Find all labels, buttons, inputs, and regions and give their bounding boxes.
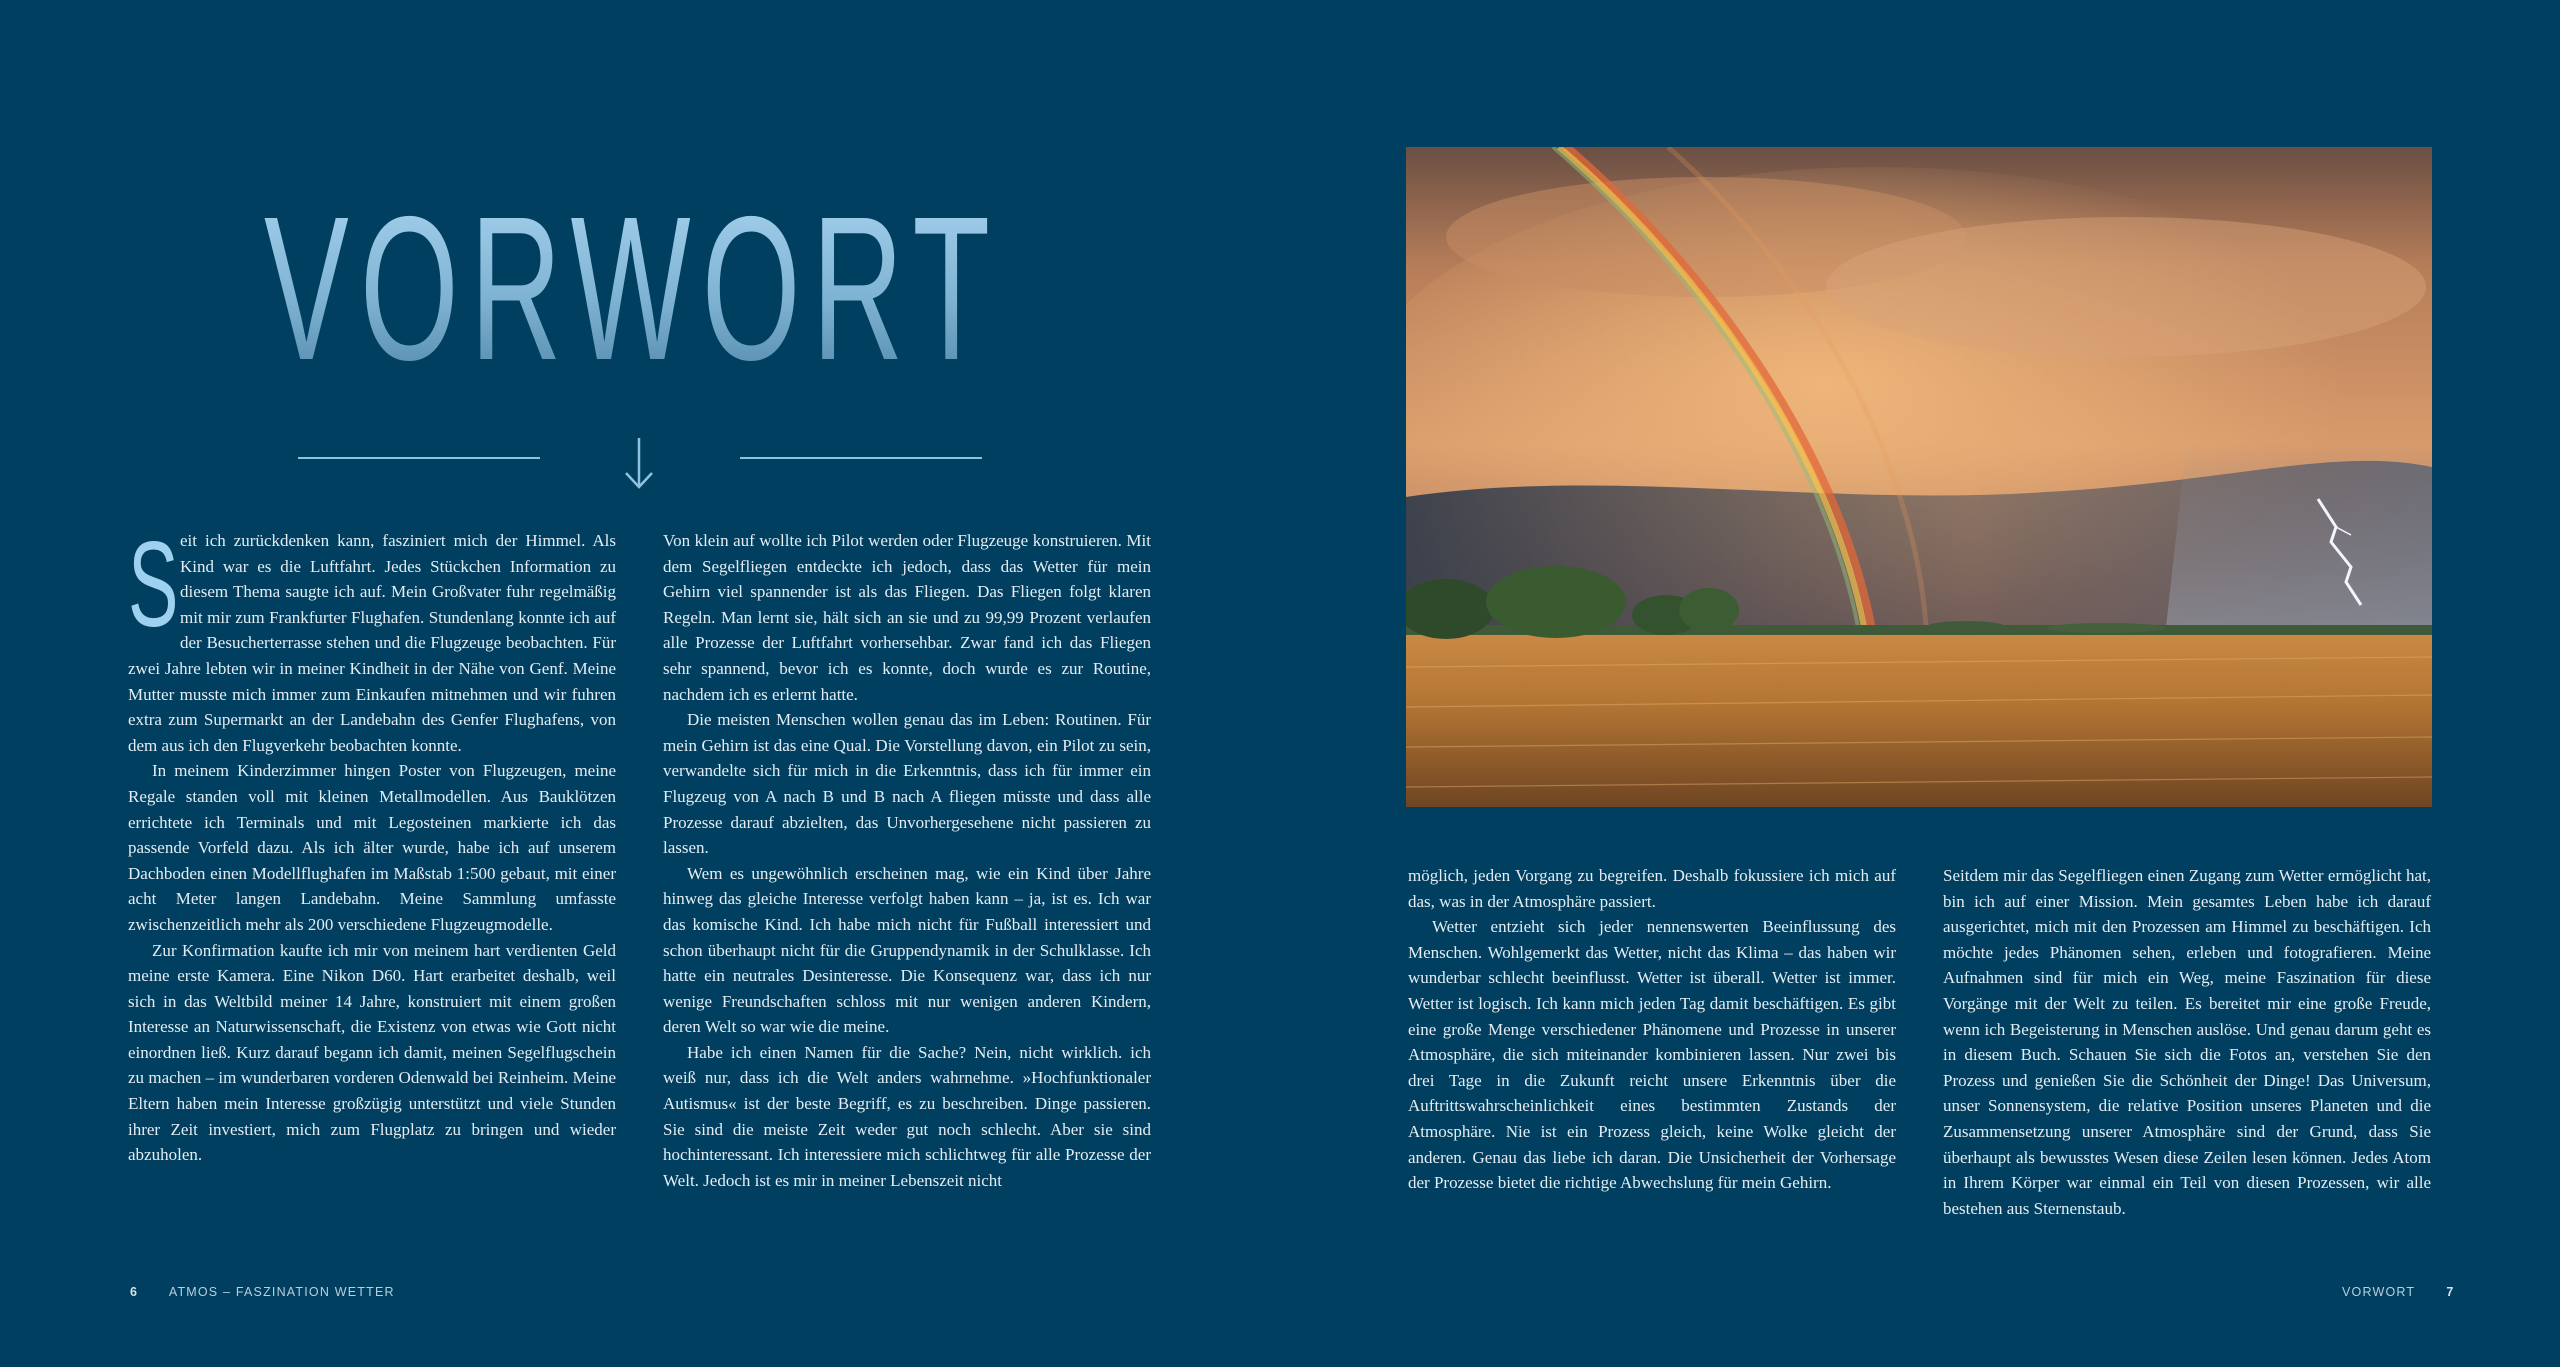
paragraph: In meinem Kinderzimmer hingen Poster von Flugzeugen, meine Regale standen voll mit kleinen Metallmodellen. Aus Bauklötzen errichtete ich Terminals und mit Legosteinen markierte ich das passende Vorfeld dazu. Als ich älter wurde, habe ich auf unserem Dachboden einen Modellflughafen im Maßstab 1:500 gebaut, mit einer acht Meter langen Landebahn. Meine Sammlung umfasste zwischenzeitlich mehr als 200 verschiedene Flugzeugmodelle. bbox=[128, 761, 616, 934]
text-column-3 bbox=[1408, 863, 1896, 1196]
drop-cap: S bbox=[128, 516, 179, 652]
divider-line-right bbox=[740, 457, 982, 459]
paragraph: Die meisten Menschen wollen genau das im Leben: Routinen. Für mein Gehirn ist das eine Qual. Die Vorstellung davon, ein Pilot zu sein, verwandelte sich für mich in die Erkenntnis, dass ich für immer ein Flugzeug von A nach B und B nach A fliegen müsste und dass alle Prozesse darauf abzielten, das Unvorhergesehene nicht passieren zu lassen. bbox=[663, 710, 1151, 858]
paragraph: Von klein auf wollte ich Pilot werden oder Flugzeuge konstruieren. Mit dem Segelfliegen entdeckte ich jedoch, dass das Wetter für mein Gehirn viel spannender ist als das Fliegen. Das Fliegen folgt klaren Regeln. Man lernt sie, hält sich an sie und zu 99,99 Prozent verlaufen alle Prozesse der Luftfahrt vorhersehbar. Zwar fand ich das Fliegen sehr spannend, bevor ich es konnte, doch wurde es zur Routine, nachdem ich es erlernt hatte. bbox=[663, 531, 1151, 704]
paragraph: Seit ich zurückdenken kann, fasziniert mich der Himmel. Als Kind war es die Luftfahrt. Jedes Stückchen Information zu diesem Thema saugte ich auf. Mein Großvater fuhr regelmäßig mit mir zum Frankfurter Flughafen. Stundenlang konnte ich auf der Besucherterrasse stehen und die Flugzeuge beobachten. Für zwei Jahre lebten wir in meiner Kindheit in der Nähe von Genf. Meine Mutter musste mich immer zum Einkaufen mitnehmen und wir fuhren extra zum Supermarkt an der Landebahn des Genfer Flughafens, von dem aus ich den Flugverkehr beobachten konnte. bbox=[128, 516, 616, 755]
photo-illustration bbox=[1406, 147, 2432, 807]
running-head-right: VORWORT bbox=[2342, 1285, 2415, 1299]
paragraph: Wetter entzieht sich jeder nennenswerten Beeinflussung des Menschen. Wohlgemerkt das Wetter, nicht das Klima – das haben wir wunderbar schlecht beeinflusst. Wetter ist überall. Wetter ist immer. Wetter ist logisch. Ich kann mich jeden Tag damit beschäftigen. Es gibt eine große Menge verschiedener Phänomene und Prozesse in unserer Atmosphäre, die sich miteinander kombinieren lassen. Nur zwei bis drei Tage in die Zukunft reicht unsere Erkenntnis über die Auftrittswahrscheinlichkeit eines bestimmten Zustands der Atmosphäre. Nie ist ein Prozess gleich, keine Wolke gleicht der anderen. Genau das liebe ich daran. Die Unsicherheit der Vorhersage der Prozesse bietet die richtige Abwechslung für mein Gehirn. bbox=[1408, 917, 1896, 1193]
footer-right bbox=[2342, 1285, 2455, 1299]
running-head-left: ATMOS – FASZINATION WETTER bbox=[168, 1285, 395, 1299]
paragraph: Wem es ungewöhnlich erscheinen mag, wie ein Kind über Jahre hinweg das gleiche Interesse verfolgt haben kann – ja, ist es. Ich war das komische Kind. Ich habe mich nicht für Fußball interessiert und schon überhaupt nicht für die Gruppendynamik in der Schulklasse. Ich hatte ein neutrales Desinteresse. Die Konsequenz war, dass ich nur wenige Freundschaften schloss mit nur wenigen anderen Kindern, deren Welt so war wie die meine. bbox=[663, 863, 1151, 1037]
page-title: VORWORT bbox=[264, 174, 1002, 403]
arrow-down-icon bbox=[622, 436, 656, 492]
paragraph: Habe ich einen Namen für die Sache? Nein, nicht wirklich. ich weiß nur, dass ich die Welt anders wahrnehme. »Hochfunktionaler Autismus« ist der beste Begriff, es zu beschreiben. Dinge passieren. Sie sind die meiste Zeit weder gut noch schlecht. Aber sie sind hochinteressant. Ich interessiere mich schlichtweg für alle Prozesse der Welt. Jedoch ist es mir in meiner Lebenszeit nicht bbox=[663, 1042, 1151, 1190]
rainbow-storm-photo bbox=[1406, 147, 2432, 807]
page-number-left: 6 bbox=[130, 1285, 139, 1299]
text-column-2 bbox=[663, 528, 1151, 1193]
footer-left bbox=[130, 1285, 395, 1299]
paragraph: Seitdem mir das Segelfliegen einen Zugang zum Wetter ermöglicht hat, bin ich auf einer Mission. Mein gesamtes Leben habe ich darauf ausgerichtet, mich mit den Prozessen am Himmel zu beschäftigen. Ich möchte jedes Phänomen sehen, erleben und fotografieren. Meine Aufnahmen sind für mich ein Weg, meine Faszination für diese Vorgänge mit der Welt zu teilen. Es bereitet mir eine große Freude, wenn ich Begeisterung in Menschen auslöse. Und genau darum geht es in diesem Buch. Schauen Sie sich die Fotos an, verstehen Sie den Prozess und genießen Sie die Schönheit der Dinge! Das Universum, unser Sonnensystem, die relative Position unseres Planeten und die Zusammensetzung unserer Atmosphäre sind der Grund, dass Sie überhaupt als bewusstes Wesen diese Zeilen lesen können. Jedes Atom in Ihrem Körper war einmal ein Teil von diesen Prozessen, wir alle bestehen aus Sternenstaub. bbox=[1943, 866, 2431, 1218]
text-column-1 bbox=[128, 516, 616, 1168]
paragraph: Zur Konfirmation kaufte ich mir von meinem hart verdienten Geld meine erste Kamera. Eine Nikon D60. Hart erarbeitet deshalb, weil sich in das Weltbild meiner 14 Jahre, konstruiert mit einem großen Interesse an Naturwissenschaft, die Existenz von etwas wie Gott nicht einordnen ließ. Kurz darauf begann ich damit, meinen Segelflugschein zu machen – im wunderbaren vorderen Odenwald bei Reinheim. Meine Eltern haben mein Interesse großzügig unterstützt und viele Stunden ihrer Zeit investiert, mich zum Flugplatz zu bringen und wieder abzuholen. bbox=[128, 940, 616, 1165]
paragraph: möglich, jeden Vorgang zu begreifen. Deshalb fokussiere ich mich auf das, was in der Atmosphäre passiert. bbox=[1408, 866, 1896, 911]
divider-line-left bbox=[298, 457, 540, 459]
text-column-4 bbox=[1943, 863, 2431, 1221]
page-number-right: 7 bbox=[2446, 1285, 2455, 1299]
